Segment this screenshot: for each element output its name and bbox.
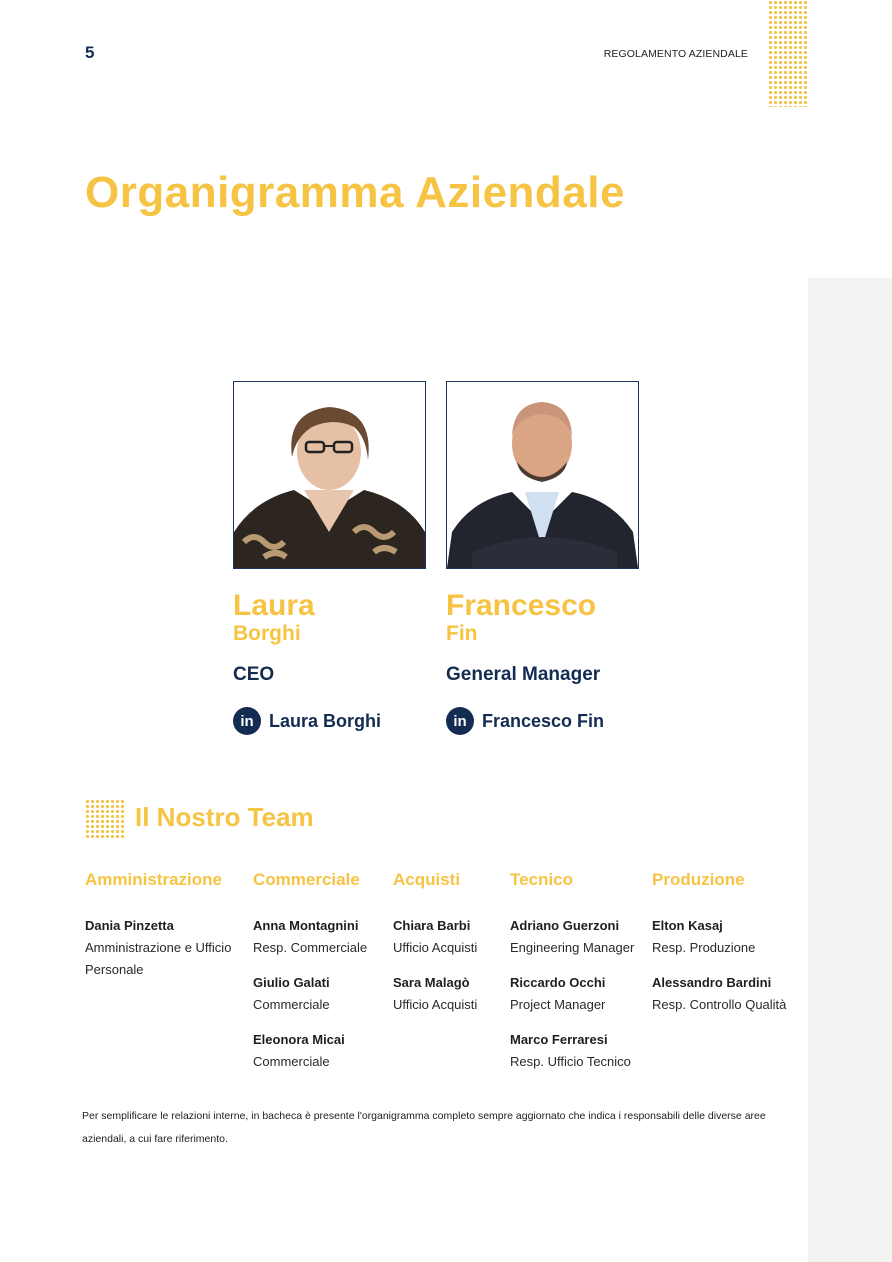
dot-pattern-decoration xyxy=(85,799,126,839)
executive-role: CEO xyxy=(233,664,275,685)
executive-first-name: Laura xyxy=(233,589,315,622)
team-member xyxy=(253,1029,388,1073)
executive-last-name: Fin xyxy=(446,622,478,645)
team-member xyxy=(393,915,505,959)
department-column-commerciale xyxy=(253,870,388,1086)
linkedin-label: Francesco Fin xyxy=(482,710,605,731)
member-role: Amministrazione e Ufficio Personale xyxy=(85,940,232,977)
team-member xyxy=(393,972,505,1016)
member-name: Adriano Guerzoni xyxy=(510,918,620,933)
member-name: Alessandro Bardini xyxy=(652,975,772,990)
team-member xyxy=(510,915,648,959)
member-role: Engineering Manager xyxy=(510,940,635,955)
member-role: Resp. Controllo Qualità xyxy=(652,997,787,1012)
member-role: Project Manager xyxy=(510,997,606,1012)
team-member xyxy=(652,972,802,1016)
team-section-title: Il Nostro Team xyxy=(135,802,314,832)
executive-role: General Manager xyxy=(446,664,601,685)
member-name: Elton Kasaj xyxy=(652,918,723,933)
department-name: Produzione xyxy=(652,870,745,889)
department-column-tecnico xyxy=(510,870,648,1086)
linkedin-icon: in xyxy=(233,707,261,735)
dot-pattern-decoration xyxy=(768,0,809,107)
team-member xyxy=(85,915,245,981)
department-name: Tecnico xyxy=(510,870,573,889)
department-name: Amministrazione xyxy=(85,870,222,889)
department-column-produzione xyxy=(652,870,802,1029)
member-name: Eleonora Micai xyxy=(253,1032,345,1047)
team-member xyxy=(253,972,388,1016)
executive-photo-ceo xyxy=(233,381,426,569)
member-role: Commerciale xyxy=(253,1054,330,1069)
linkedin-link-francesco-fin[interactable] xyxy=(446,707,646,735)
member-role: Resp. Commerciale xyxy=(253,940,368,955)
executive-photo-general-manager xyxy=(446,381,639,569)
team-member xyxy=(652,915,802,959)
member-role: Commerciale xyxy=(253,997,330,1012)
department-column-acquisti xyxy=(393,870,505,1029)
executive-first-name: Francesco xyxy=(446,589,597,622)
team-member xyxy=(510,972,648,1016)
footnote: Per semplificare le relazioni interne, in bacheca è presente l'organigramma completo sempre aggiornato che indica i responsabili delle diverse aree aziendali, a cui fare riferimento. xyxy=(82,1110,766,1145)
team-member xyxy=(253,915,388,959)
team-member xyxy=(510,1029,648,1073)
executive-card-general-manager xyxy=(446,590,646,735)
member-role: Resp. Ufficio Tecnico xyxy=(510,1054,631,1069)
department-name: Acquisti xyxy=(393,870,461,889)
linkedin-label: Laura Borghi xyxy=(269,710,382,731)
page-number: 5 xyxy=(85,43,95,62)
member-name: Anna Montagnini xyxy=(253,918,359,933)
member-role: Ufficio Acquisti xyxy=(393,997,478,1012)
department-name: Commerciale xyxy=(253,870,360,889)
member-name: Marco Ferraresi xyxy=(510,1032,608,1047)
member-name: Dania Pinzetta xyxy=(85,918,174,933)
member-name: Riccardo Occhi xyxy=(510,975,606,990)
executive-card-ceo xyxy=(233,590,433,735)
side-panel-decoration xyxy=(808,278,892,1262)
page-title: Organigramma Aziendale xyxy=(85,168,625,217)
running-title: REGOLAMENTO AZIENDALE xyxy=(603,48,748,60)
member-name: Giulio Galati xyxy=(253,975,330,990)
member-name: Chiara Barbi xyxy=(393,918,471,933)
member-name: Sara Malagò xyxy=(393,975,470,990)
executive-last-name: Borghi xyxy=(233,622,301,645)
department-column-amministrazione xyxy=(85,870,245,994)
linkedin-icon: in xyxy=(446,707,474,735)
member-role: Resp. Produzione xyxy=(652,940,756,955)
linkedin-link-laura-borghi[interactable] xyxy=(233,707,433,735)
member-role: Ufficio Acquisti xyxy=(393,940,478,955)
